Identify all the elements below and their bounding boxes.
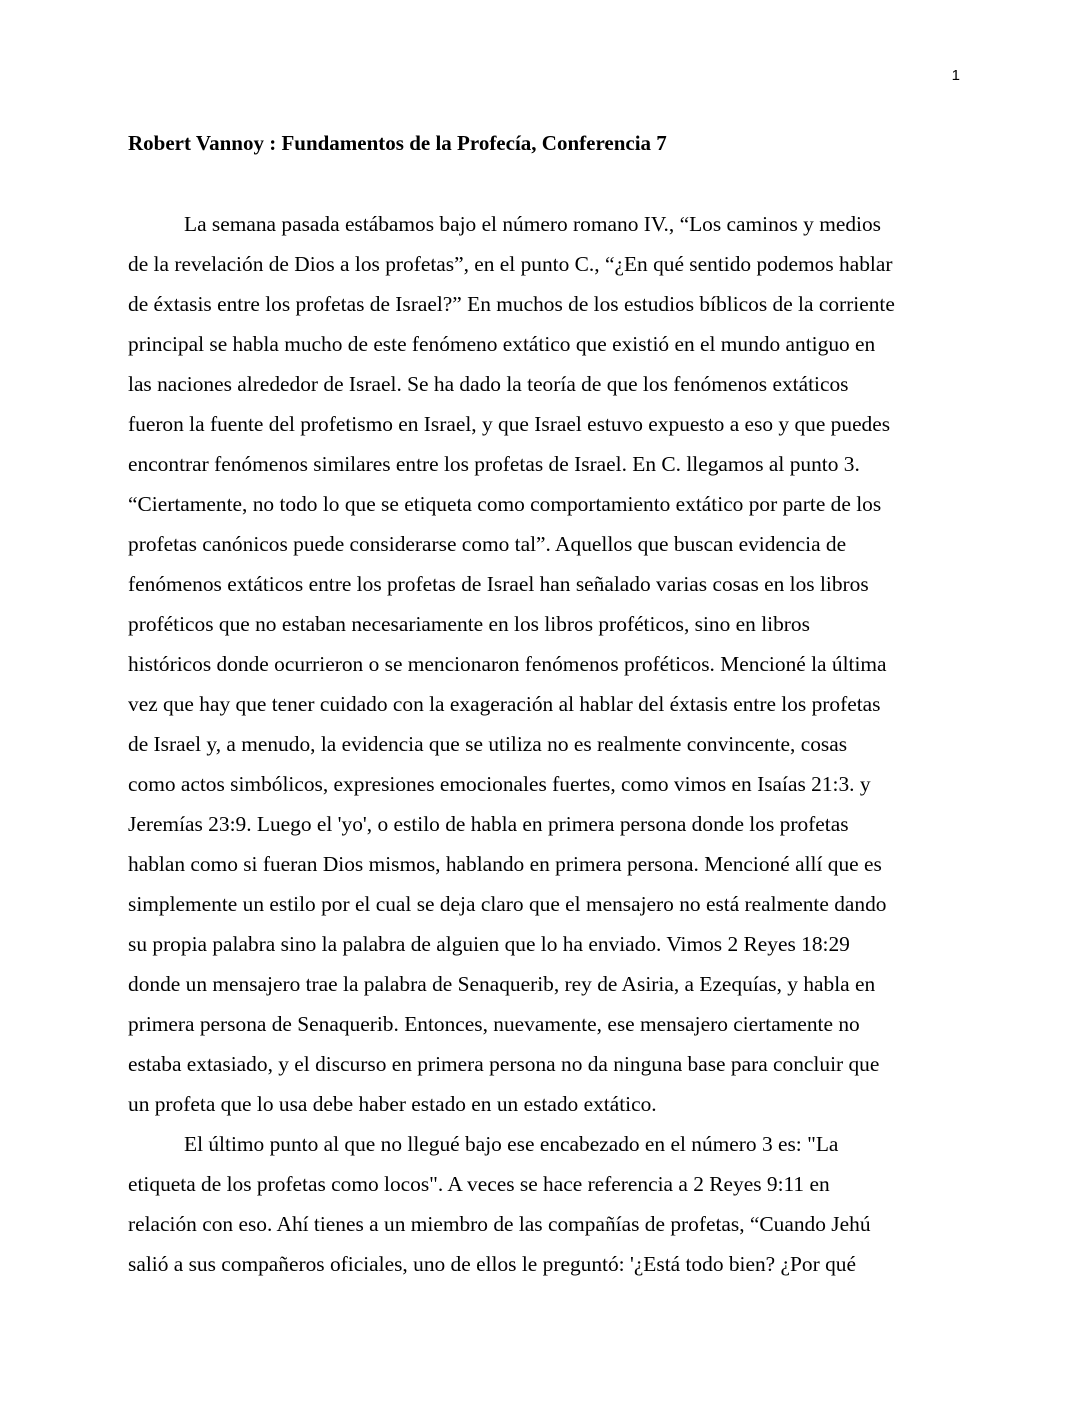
- paragraph-line: salió a sus compañeros oficiales, uno de ellos le preguntó: '¿Está todo bien? ¿Por qué: [128, 1252, 856, 1276]
- paragraph-line: su propia palabra sino la palabra de alguien que lo ha enviado. Vimos 2 Reyes 18:29: [128, 932, 850, 956]
- paragraph-line: las naciones alrededor de Israel. Se ha dado la teoría de que los fenómenos extáticos: [128, 372, 849, 396]
- paragraph-line: estaba extasiado, y el discurso en primera persona no da ninguna base para concluir que: [128, 1052, 880, 1076]
- paragraph-line: donde un mensajero trae la palabra de Senaquerib, rey de Asiria, a Ezequías, y habla en: [128, 972, 876, 996]
- paragraph-line: encontrar fenómenos similares entre los profetas de Israel. En C. llegamos al punto 3.: [128, 452, 860, 476]
- paragraph-line: un profeta que lo usa debe haber estado en un estado extático.: [128, 1092, 657, 1116]
- paragraph-line: hablan como si fueran Dios mismos, hablando en primera persona. Mencioné allí que es: [128, 852, 882, 876]
- paragraph-line: fueron la fuente del profetismo en Israel, y que Israel estuvo expuesto a eso y que puedes: [128, 412, 891, 436]
- paragraph-line: proféticos que no estaban necesariamente en los libros proféticos, sino en libros: [128, 612, 810, 636]
- paragraph-line: como actos simbólicos, expresiones emocionales fuertes, como vimos en Isaías 21:3. y: [128, 772, 871, 796]
- paragraph-line: profetas canónicos puede considerarse como tal”. Aquellos que buscan evidencia de: [128, 532, 847, 556]
- paragraph-line: primera persona de Senaquerib. Entonces, nuevamente, ese mensajero ciertamente no: [128, 1012, 860, 1036]
- paragraph-line: históricos donde ocurrieron o se mencionaron fenómenos proféticos. Mencioné la última: [128, 652, 887, 676]
- paragraph-line: principal se habla mucho de este fenómeno extático que existió en el mundo antiguo en: [128, 332, 876, 356]
- paragraph-line: de la revelación de Dios a los profetas”, en el punto C., “¿En qué sentido podemos hablar: [128, 252, 893, 276]
- document-title: Robert Vannoy : Fundamentos de la Profecía, Conferencia 7: [128, 131, 667, 155]
- paragraph-line: de éxtasis entre los profetas de Israel?” En muchos de los estudios bíblicos de la corriente: [128, 292, 895, 316]
- paragraph-line: fenómenos extáticos entre los profetas de Israel han señalado varias cosas en los libros: [128, 572, 869, 596]
- paragraph-line: vez que hay que tener cuidado con la exageración al hablar del éxtasis entre los profetas: [128, 692, 881, 716]
- paragraph-line: El último punto al que no llegué bajo ese encabezado en el número 3 es: "La: [184, 1132, 839, 1156]
- paragraph-line: de Israel y, a menudo, la evidencia que se utiliza no es realmente convincente, cosas: [128, 732, 848, 756]
- paragraph-line: etiqueta de los profetas como locos". A veces se hace referencia a 2 Reyes 9:11 en: [128, 1172, 830, 1196]
- paragraph-line: La semana pasada estábamos bajo el número romano IV., “Los caminos y medios: [184, 212, 881, 236]
- paragraph-line: simplemente un estilo por el cual se deja claro que el mensajero no está realmente dando: [128, 892, 887, 916]
- document-body: [128, 204, 968, 1284]
- page-number: 1: [951, 67, 960, 84]
- paragraph-line: Jeremías 23:9. Luego el 'yo', o estilo de habla en primera persona donde los profetas: [128, 812, 849, 836]
- paragraph-line: “Ciertamente, no todo lo que se etiqueta como comportamiento extático por parte de los: [128, 492, 882, 516]
- paragraph-line: relación con eso. Ahí tienes a un miembro de las compañías de profetas, “Cuando Jehú: [128, 1212, 871, 1236]
